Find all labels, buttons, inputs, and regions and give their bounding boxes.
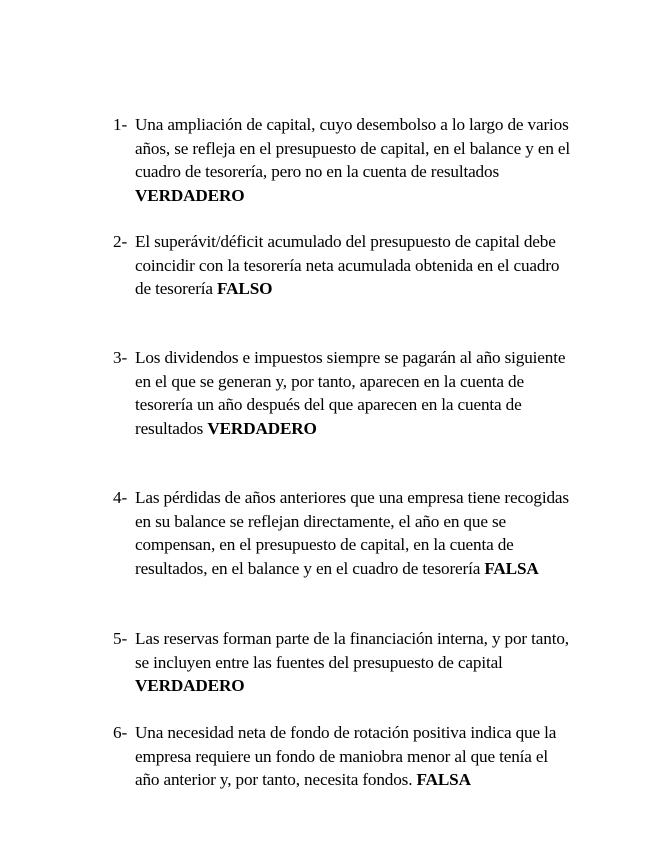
answer-label: VERDADERO [207, 418, 317, 438]
item-number: 2- [113, 232, 128, 251]
statement-text: Una necesidad neta de fondo de rotación positiva indica que la empresa requiere un fondo de maniobra menor al que tenía el año anterior y, por tanto, necesita fondos. [135, 723, 557, 790]
statement-item-4 [113, 486, 573, 580]
item-number: 4- [113, 488, 128, 507]
statement-body [135, 346, 573, 440]
statement-body [135, 486, 573, 580]
statement-item-5 [113, 627, 573, 698]
statement-item-1 [113, 113, 573, 207]
statement-item-3 [113, 346, 573, 440]
item-number: 3- [113, 348, 128, 367]
answer-label: VERDADERO [135, 676, 245, 696]
statement-item-6 [113, 721, 573, 792]
item-number: 1- [113, 115, 128, 134]
statement-body [135, 627, 573, 698]
statement-text: El superávit/déficit acumulado del presupuesto de capital debe coincidir con la tesorería neta acumulada obtenida en el cuadro de tesorería [135, 232, 560, 299]
answer-label: FALSA [484, 558, 539, 578]
statement-body [135, 113, 573, 207]
answer-label: FALSO [217, 279, 273, 299]
statement-text: Las pérdidas de años anteriores que una empresa tiene recogidas en su balance se reflejan directamente, el año en que se compensan, en el presupuesto de capital, en la cuenta de resultados, en el balance y en el cuadro de tesorería [135, 488, 569, 578]
statement-body [135, 230, 573, 301]
statement-text: Las reservas forman parte de la financiación interna, y por tanto, se incluyen entre las fuentes del presupuesto de capital [135, 629, 569, 672]
statement-body [135, 721, 573, 792]
item-number: 5- [113, 629, 128, 648]
statement-text: Los dividendos e impuestos siempre se pagarán al año siguiente en el que se generan y, por tanto, aparecen en la cuenta de tesorería un año después del que aparecen en la cuenta de resultados [135, 348, 566, 438]
statement-text: Una ampliación de capital, cuyo desembolso a lo largo de varios años, se refleja en el presupuesto de capital, en el balance y en el cuadro de tesorería, pero no en la cuenta de resultados [135, 115, 571, 182]
answer-label: VERDADERO [135, 185, 245, 205]
answer-label: FALSA [416, 770, 471, 790]
statement-item-2 [113, 230, 573, 301]
item-number: 6- [113, 723, 128, 742]
